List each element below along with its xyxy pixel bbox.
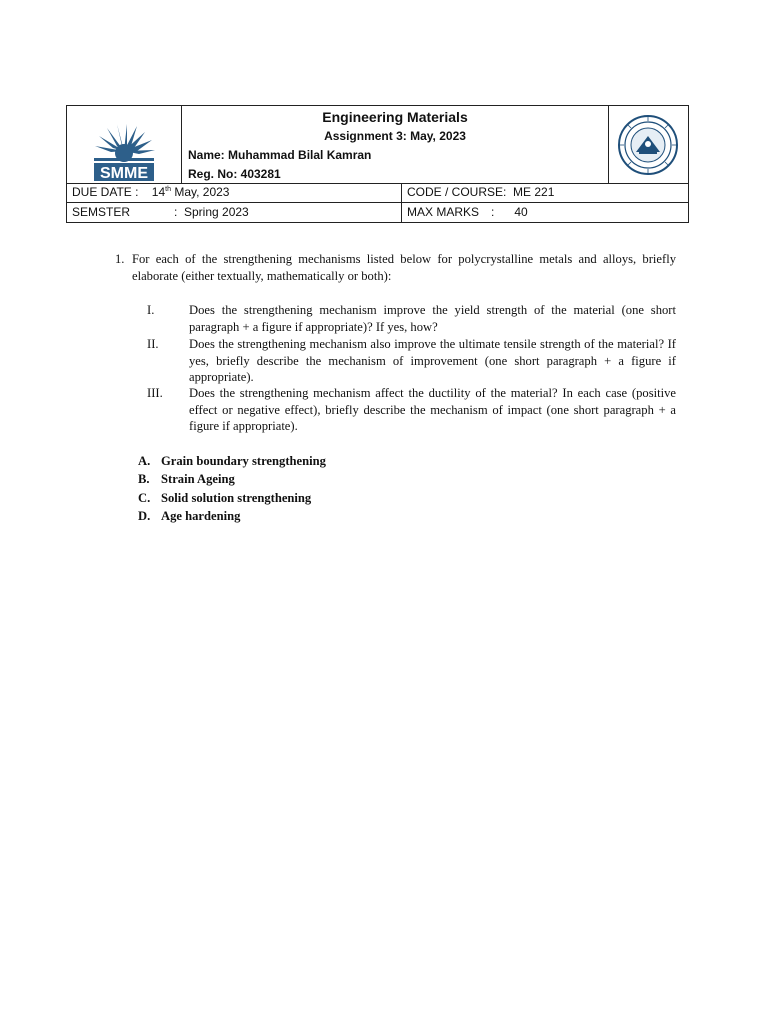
due-date-value: May, 2023 xyxy=(171,185,230,199)
due-date-day: 14 xyxy=(151,185,166,199)
semester-label: SEMSTER xyxy=(72,205,131,219)
assignment-subtitle: Assignment 3: May, 2023 xyxy=(324,129,466,143)
student-name: Name: Muhammad Bilal Kamran xyxy=(188,148,372,162)
header-grid-rows xyxy=(66,183,689,223)
code-course: CODE / COURSE: ME 221 xyxy=(407,185,555,199)
registration-number: Reg. No: 403281 xyxy=(188,167,281,181)
due-date-text xyxy=(72,185,229,199)
max-marks-value: : 40 xyxy=(491,205,528,219)
header-table xyxy=(66,105,689,187)
subquestion-numeral: I. xyxy=(147,303,155,317)
mechanism-label: Age hardening xyxy=(161,509,241,523)
mechanism-label: Solid solution strengthening xyxy=(161,491,312,505)
subquestion-text: Does the strengthening mechanism affect the ductility of the material? In each case (positive effect or negative effect), briefly describe the mechanism of impact (one short paragraph + a figure if appropriate). xyxy=(189,386,676,433)
max-marks-label: MAX MARKS xyxy=(407,205,480,219)
mechanism-letter: C. xyxy=(138,491,151,505)
document-title: Engineering Materials xyxy=(322,109,468,125)
mechanism-letter: D. xyxy=(138,509,151,523)
subquestion-3 xyxy=(147,385,676,435)
smme-logo xyxy=(67,106,181,183)
mechanism-label: Strain Ageing xyxy=(161,472,235,486)
subquestion-1 xyxy=(147,302,676,335)
logo-cell xyxy=(67,106,182,187)
due-date-label: DUE DATE : xyxy=(72,185,139,199)
subquestion-2 xyxy=(147,336,676,386)
mechanism-item xyxy=(138,472,235,487)
logo-lettering: SMME xyxy=(100,165,148,182)
mechanism-item xyxy=(138,454,326,469)
due-date-suffix: th xyxy=(165,186,171,193)
mechanism-item xyxy=(138,509,240,524)
semester-value: : Spring 2023 xyxy=(174,205,249,219)
subquestion-text: Does the strengthening mechanism also improve the ultimate tensile strength of the material? If yes, briefly describe the mechanism of improvement (one short paragraph + a figure if appropriate). xyxy=(189,337,676,384)
subquestion-text: Does the strengthening mechanism improve the yield strength of the material (one short paragraph + a figure if appropriate)? If yes, how? xyxy=(189,303,676,334)
subquestion-numeral: III. xyxy=(147,386,163,400)
question-number: 1. xyxy=(115,252,125,266)
question-1 xyxy=(115,251,676,285)
seal-cell xyxy=(609,106,689,187)
mechanism-letter: B. xyxy=(138,472,150,486)
university-seal-icon xyxy=(609,106,688,183)
subquestion-numeral: II. xyxy=(147,337,159,351)
title-cell xyxy=(182,106,609,187)
question-text: For each of the strengthening mechanisms listed below for polycrystalline metals and alloys, briefly elaborate (either textually, mathematically or both): xyxy=(132,252,676,283)
mechanism-label: Grain boundary strengthening xyxy=(161,454,326,468)
mechanism-letter: A. xyxy=(138,454,151,468)
mechanism-item xyxy=(138,491,311,506)
